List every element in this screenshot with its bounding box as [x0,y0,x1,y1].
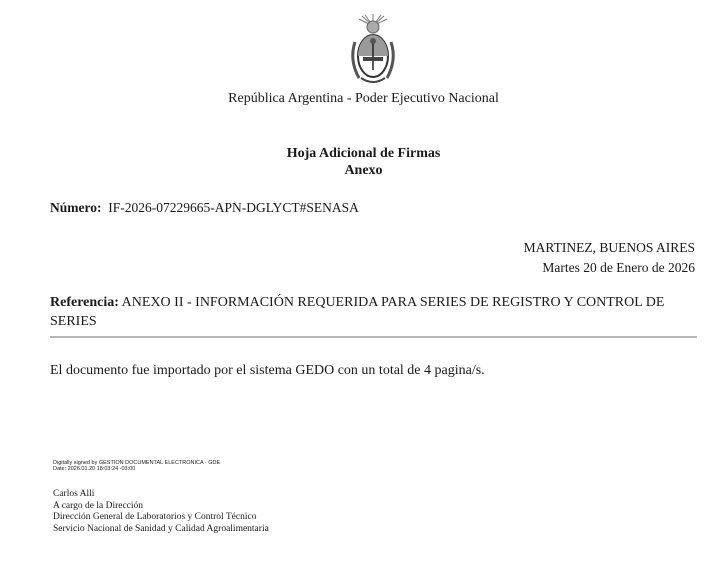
divider [50,336,697,338]
signer-name: Carlos Alli [53,489,95,499]
document-number [50,200,359,216]
signer-role: A cargo de la Dirección [53,500,144,511]
signer-block [53,489,269,535]
document-title-block [0,145,727,179]
place-date-block [524,238,695,278]
referencia-value: ANEXO II - INFORMACIÓN REQUERIDA PARA SERIES DE REGISTRO Y CONTROL DE SERIES [50,295,665,329]
body-text: El documento fue importado por el sistema GEDO con un total de 4 pagina/s. [50,363,485,378]
digital-signed-line: Digitally signed by GESTION DOCUMENTAL ELECTRONICA - GDE [53,460,221,466]
signature-date-line: Date: 2026.01.20 18:03:24 -03:00 [53,466,136,472]
place: MARTINEZ, BUENOS AIRES [523,240,695,255]
institution-header: República Argentina - Poder Ejecutivo Nacional [228,91,499,106]
referencia-label: Referencia: [50,295,119,310]
numero-value: IF-2026-07229665-APN-DGLYCT#SENASA [108,200,359,215]
digital-signature-stamp [53,460,220,472]
document-title: Hoja Adicional de Firmas [286,146,441,161]
signer-office: Dirección General de Laboratorios y Control Técnico [53,512,257,522]
document-subtitle: Anexo [344,163,383,178]
referencia [50,293,695,331]
argentina-coat-of-arms-icon [345,12,401,88]
signer-agency: Servicio Nacional de Sanidad y Calidad Agroalimentaria [53,523,269,534]
date: Martes 20 de Enero de 2026 [542,260,695,275]
numero-label: Número: [50,200,102,215]
